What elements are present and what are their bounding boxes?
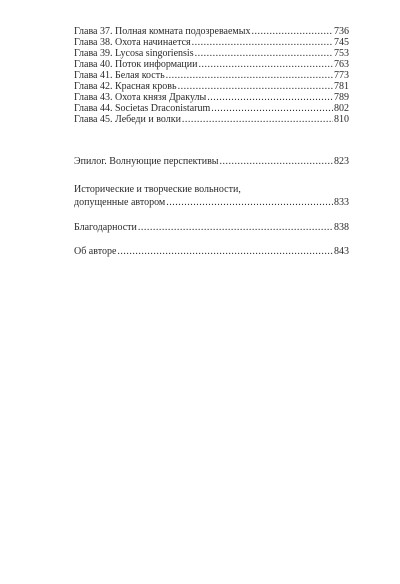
toc-entry-title: Глава 38. Охота начинается bbox=[74, 37, 191, 48]
toc-entry[interactable] bbox=[74, 37, 349, 48]
dot-leader bbox=[195, 48, 333, 59]
toc-entry-page: 781 bbox=[334, 81, 349, 92]
dot-leader bbox=[117, 246, 333, 257]
toc-entry[interactable] bbox=[74, 26, 349, 37]
dot-leader bbox=[198, 59, 333, 70]
toc-entry-page: 843 bbox=[334, 246, 349, 257]
dot-leader bbox=[166, 197, 333, 208]
dot-leader bbox=[211, 103, 333, 114]
toc-entry-page: 753 bbox=[334, 48, 349, 59]
toc-entry-epilogue[interactable] bbox=[74, 156, 349, 167]
toc-entry-liberties[interactable] bbox=[74, 184, 349, 208]
dot-leader bbox=[251, 26, 333, 37]
toc-entry-page: 745 bbox=[334, 37, 349, 48]
toc-entry-page: 810 bbox=[334, 114, 349, 125]
toc-entry-title: Благодарности bbox=[74, 222, 137, 233]
toc-entry-title: Об авторе bbox=[74, 246, 117, 257]
toc-entry[interactable] bbox=[74, 59, 349, 70]
dot-leader bbox=[182, 114, 333, 125]
toc-entry-title: Глава 41. Белая кость bbox=[74, 70, 165, 81]
toc-entry-title-line2: допущенные автором bbox=[74, 197, 166, 208]
toc-entry[interactable] bbox=[74, 81, 349, 92]
dot-leader bbox=[220, 156, 333, 167]
toc-entry-about-author[interactable] bbox=[74, 246, 349, 257]
toc-entry-title: Глава 37. Полная комната подозреваемых bbox=[74, 26, 251, 37]
toc-entry[interactable] bbox=[74, 103, 349, 114]
toc-entry-page: 789 bbox=[334, 92, 349, 103]
dot-leader bbox=[178, 81, 333, 92]
toc-entry-page: 763 bbox=[334, 59, 349, 70]
toc-entry-title: Глава 40. Поток информации bbox=[74, 59, 198, 70]
toc-entry-page: 833 bbox=[334, 197, 349, 208]
dot-leader bbox=[138, 222, 333, 233]
dot-leader bbox=[192, 37, 333, 48]
dot-leader bbox=[166, 70, 333, 81]
toc-entry[interactable] bbox=[74, 70, 349, 81]
toc-entry-title: Глава 43. Охота князя Дракулы bbox=[74, 92, 207, 103]
dot-leader bbox=[207, 92, 333, 103]
toc-entry[interactable] bbox=[74, 48, 349, 59]
toc-entry-title: Эпилог. Волнующие перспективы bbox=[74, 156, 219, 167]
toc-entry-acknowledgements[interactable] bbox=[74, 222, 349, 233]
toc-entry[interactable] bbox=[74, 114, 349, 125]
toc-entry-title-line1: Исторические и творческие вольности, bbox=[74, 184, 241, 195]
toc-entry-title: Глава 45. Лебеди и волки bbox=[74, 114, 181, 125]
toc-entry-title: Глава 44. Societas Draconistarum bbox=[74, 103, 211, 114]
toc-entry-title: Глава 42. Красная кровь bbox=[74, 81, 177, 92]
toc-entry-title: Глава 39. Lycosa singoriensis bbox=[74, 48, 194, 59]
toc-entry-page: 736 bbox=[334, 26, 349, 37]
toc-entry-page: 823 bbox=[334, 156, 349, 167]
table-of-contents bbox=[74, 26, 349, 125]
toc-entry-page: 773 bbox=[334, 70, 349, 81]
toc-entry[interactable] bbox=[74, 92, 349, 103]
toc-entry-page: 838 bbox=[334, 222, 349, 233]
toc-entry-page: 802 bbox=[334, 103, 349, 114]
